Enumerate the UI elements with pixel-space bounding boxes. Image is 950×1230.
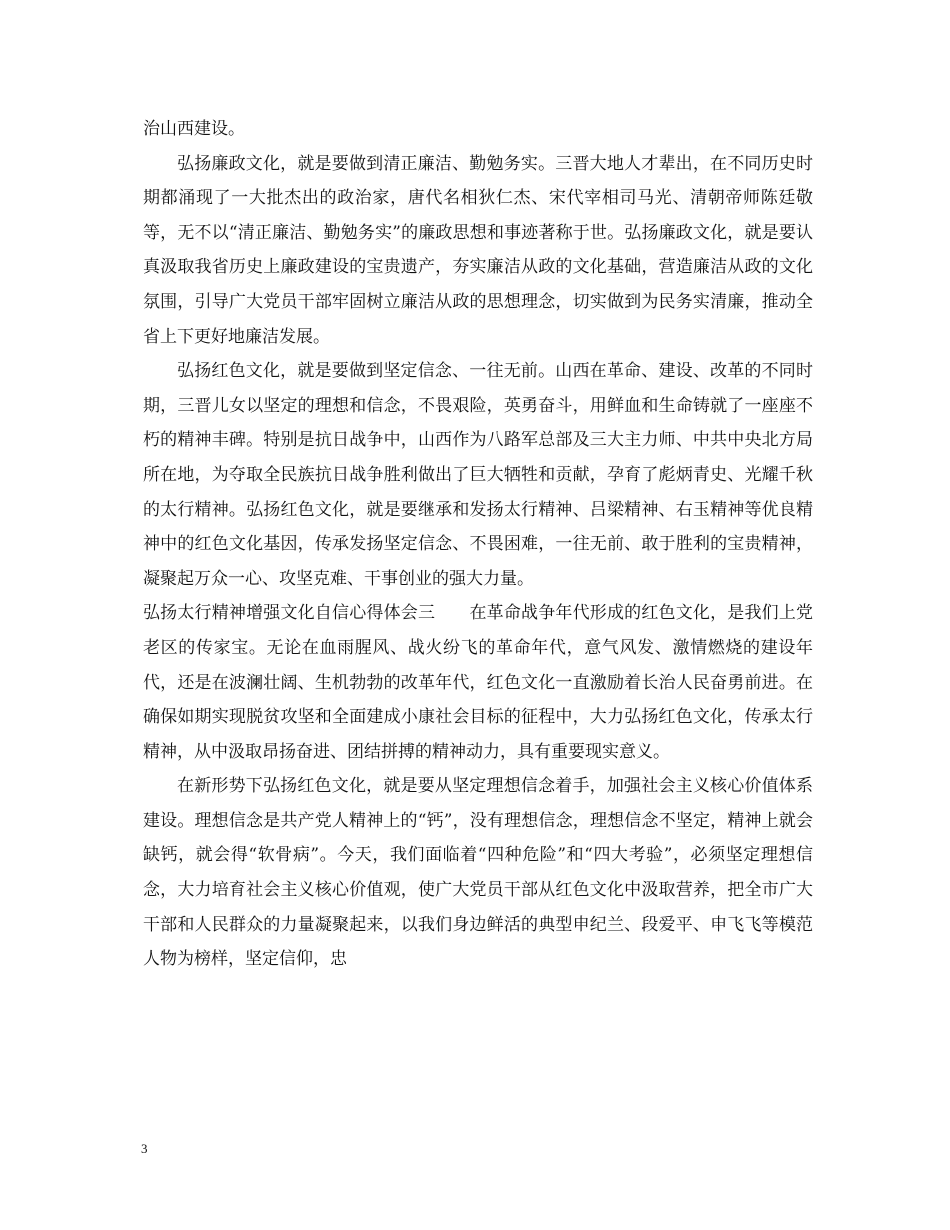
- document-body: [143, 112, 813, 977]
- paragraph-new-situation: 在新形势下弘扬红色文化，就是要从坚定理想信念着手，加强社会主义核心价值体系建设。理想信念是共产党人精神上的“钙”，没有理想信念，理想信念不坚定，精神上就会缺钙，就会得“软骨病”。今天，我们面临着“四种危险”和“四大考验”，必须坚定理想信念，大力培育社会主义核心价值观，使广大党员干部从红色文化中汲取营养，把全市广大干部和人民群众的力量凝聚起来，以我们身边鲜活的典型申纪兰、段爱平、申飞飞等模范人物为榜样，坚定信仰，忠: [143, 776, 813, 970]
- paragraph-essay-three: 弘扬太行精神增强文化自信心得体会三 在革命战争年代形成的红色文化，是我们上党老区的传家宝。无论在血雨腥风、战火纷飞的革命年代，意气风发、激情燃烧的建设年代，还是在波澜壮阔、生机勃勃的改革年代，红色文化一直激励着长治人民奋勇前进。在确保如期实现脱贫攻坚和全面建成小康社会目标的征程中，大力弘扬红色文化，传承太行精神，从中汲取昂扬奋进、团结拼搏的精神动力，具有重要现实意义。: [143, 603, 813, 762]
- page-number: 3: [141, 1141, 148, 1156]
- paragraph-red-culture: 弘扬红色文化，就是要做到坚定信念、一往无前。山西在革命、建设、改革的不同时期，三晋儿女以坚定的理想和信念，不畏艰险，英勇奋斗，用鲜血和生命铸就了一座座不朽的精神丰碑。特别是抗日战争中，山西作为八路军总部及三大主力师、中共中央北方局所在地，为夺取全民族抗日战争胜利做出了巨大牺牲和贡献，孕育了彪炳青史、光耀千秋的太行精神。弘扬红色文化，就是要继承和发扬太行精神、吕梁精神、右玉精神等优良精神中的红色文化基因，传承发扬坚定信念、不畏困难，一往无前、敢于胜利的宝贵精神，凝聚起万众一心、攻坚克难、干事创业的强大力量。: [143, 361, 813, 589]
- paragraph-integrity-culture: 弘扬廉政文化，就是要做到清正廉洁、勤勉务实。三晋大地人才辈出，在不同历史时期都涌现了一大批杰出的政治家，唐代名相狄仁杰、宋代宰相司马光、清朝帝师陈廷敬等，无不以“清正廉洁、勤勉务实”的廉政思想和事迹著称于世。弘扬廉政文化，就是要认真汲取我省历史上廉政建设的宝贵遗产，夯实廉洁从政的文化基础，营造廉洁从政的文化氛围，引导广大党员干部牢固树立廉洁从政的思想理念，切实做到为民务实清廉，推动全省上下更好地廉洁发展。: [143, 153, 813, 347]
- paragraph-continuation: 治山西建设。: [143, 119, 245, 139]
